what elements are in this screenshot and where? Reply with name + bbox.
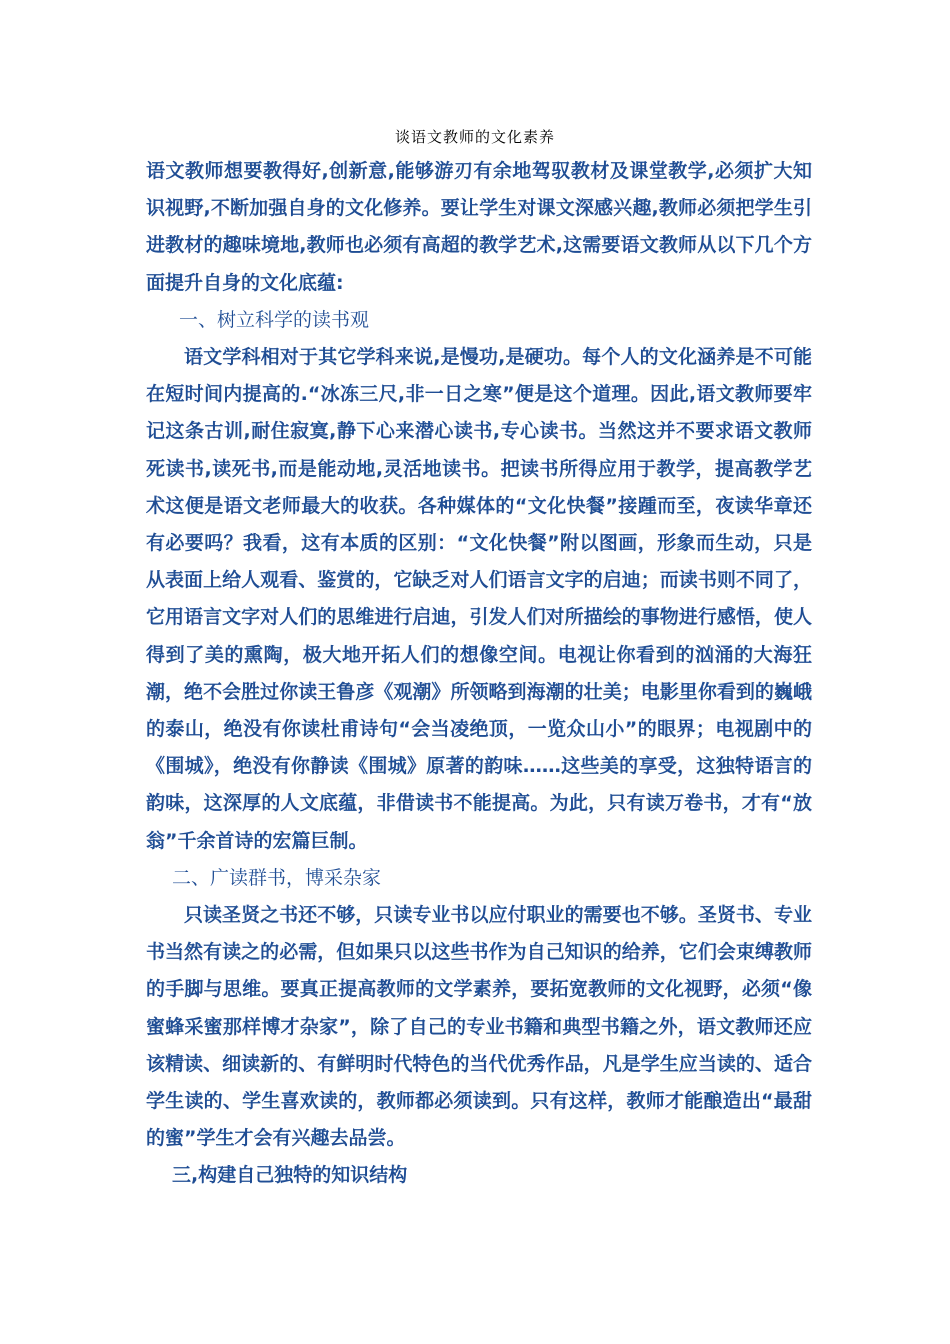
document-title: 谈语文教师的文化素养 — [394, 128, 555, 146]
section-body-2: 只读圣贤之书还不够，只读专业书以应付职业的需要也不够。圣贤书、专业书当然有读之的必需，但如果只以这些书作为自己知识的给养，它们会束缚教师的手脚与思维。要真正提高教师的文学素养，要拓宽教师的文化视野，必须“像蜜蜂采蜜那样博才杂家”，除了自己的专业书籍和典型书籍之外，语文教师还应该精读、细读新的、有鲜明时代特色的当代优秀作品，凡是学生应当读的、适合学生读的、学生喜欢读的，教师都必须读到。只有这样，教师才能酿造出“最甜的蜜”学生才会有兴趣去品尝。 — [146, 904, 812, 1150]
section-heading-3: 三,构建自己独特的知识结构 — [172, 1164, 408, 1187]
intro-paragraph: 语文教师想要教得好,创新意,能够游刃有余地驾驭教材及课堂教学,必须扩大知识视野,不断加强自身的文化修养。要让学生对课文深感兴趣,教师必须把学生引进教材的趣味境地,教师也必须有高超的教学艺术,这需要语文教师从以下几个方面提升自身的文化底蕴: — [146, 160, 812, 294]
section-heading-2: 二、广读群书，博采杂家 — [172, 866, 382, 889]
section-heading-1: 一、树立科学的读书观 — [179, 308, 370, 331]
section-body-1: 语文学科相对于其它学科来说,是慢功,是硬功。每个人的文化涵养是不可能在短时间内提高的.“冰冻三尺,非一日之寒”便是这个道理。因此,语文教师要牢记这条古训,耐住寂寞,静下心来潜心读书,专心读书。当然这并不要求语文教师死读书,读死书,而是能动地,灵活地读书。把读书所得应用于教学，提高教学艺术这便是语文老师最大的收获。各种媒体的“文化快餐”接踵而至，夜读华章还有必要吗？我看，这有本质的区别：“文化快餐”附以图画，形象而生动，只是从表面上给人观看、鉴赏的，它缺乏对人们语言文字的启迪；而读书则不同了，它用语言文字对人们的思维进行启迪，引发人们对所描绘的事物进行感悟，使人得到了美的熏陶，极大地开拓人们的想像空间。电视让你看到的汹涌的大海狂潮，绝不会胜过你读王鲁彦《观潮》所领略到海潮的壮美；电影里你看到的巍峨的泰山，绝没有你读杜甫诗句“会当凌绝顶，一览众山小”的眼界；电视剧中的《围城》，绝没有你静读《围城》原著的韵味……这些美的享受，这独特语言的韵味，这深厚的人文底蕴，非借读书不能提高。为此，只有读万卷书，才有“放翁”千余首诗的宏篇巨制。 — [146, 346, 812, 852]
document-body — [146, 153, 812, 1195]
